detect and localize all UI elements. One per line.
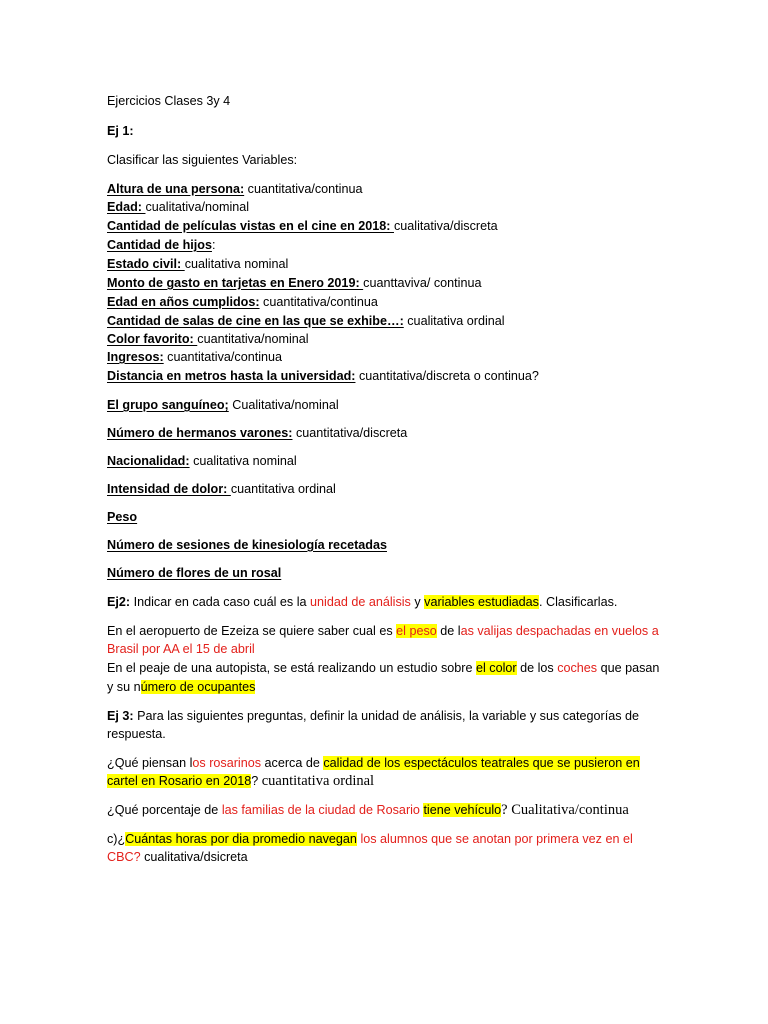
- ej3-question-1-cont: cartel en Rosario en 2018? cuantitativa ordinal: [107, 773, 375, 789]
- variable-item: Altura de una persona: cuantitativa/continua: [107, 182, 363, 196]
- document-title: Ejercicios Clases 3y 4: [107, 94, 231, 108]
- variable-item: Cantidad de películas vistas en el cine en 2018: cualitativa/discreta: [107, 219, 498, 233]
- ej2-case-1: En el aeropuerto de Ezeiza se quiere saber cual es el peso de las valijas despachadas en vuelos a: [107, 624, 659, 638]
- ej3-question-3: c)¿Cuántas horas por dia promedio navegan los alumnos que se anotan por primera vez en el: [107, 832, 633, 846]
- variable-item: Monto de gasto en tarjetas en Enero 2019: cuanttaviva/ continua: [107, 276, 482, 290]
- variable-item: Ingresos: cuantitativa/continua: [107, 350, 283, 364]
- variable-item: Color favorito: cuantitativa/nominal: [107, 332, 309, 346]
- ej3-question-2: ¿Qué porcentaje de las familias de la ciudad de Rosario tiene vehículo? Cualitativa/continua: [107, 802, 629, 818]
- ej3-question-1: ¿Qué piensan los rosarinos acerca de calidad de los espectáculos teatrales que se pusieron en: [107, 756, 640, 770]
- variable-item: Estado civil: cualitativa nominal: [107, 257, 289, 271]
- variable-item: Número de sesiones de kinesiología recetadas: [107, 538, 387, 552]
- ej1-heading: Ej 1:: [107, 124, 134, 138]
- variable-item: Peso: [107, 510, 138, 524]
- ej2-instruction: Ej2: Indicar en cada caso cuál es la unidad de análisis y variables estudiadas. Clasificarlas.: [107, 595, 618, 609]
- variable-item: Edad en años cumplidos: cuantitativa/continua: [107, 295, 378, 309]
- ej3-instruction-cont: respuesta.: [107, 727, 166, 741]
- variable-item: Intensidad de dolor: cuantitativa ordinal: [107, 482, 336, 496]
- ej1-intro: Clasificar las siguientes Variables:: [107, 153, 298, 167]
- variable-item: El grupo sanguíneo; Cualitativa/nominal: [107, 398, 339, 412]
- ej2-case-2: En el peaje de una autopista, se está realizando un estudio sobre el color de los coches que pasan: [107, 661, 660, 675]
- ej3-instruction: Ej 3: Para las siguientes preguntas, definir la unidad de análisis, la variable y sus categorías de: [107, 709, 640, 723]
- ej2-case-1-cont: Brasil por AA el 15 de abril: [107, 642, 255, 656]
- variable-item: Número de flores de un rosal: [107, 566, 282, 580]
- ej2-case-2-cont: y su número de ocupantes: [107, 680, 256, 694]
- variable-item: Número de hermanos varones: cuantitativa/discreta: [107, 426, 408, 440]
- variable-item: Cantidad de salas de cine en las que se exhibe…: cualitativa ordinal: [107, 314, 505, 328]
- ej3-question-3-cont: CBC? cualitativa/dsicreta: [107, 850, 248, 864]
- variable-item: Cantidad de hijos:: [107, 238, 216, 252]
- variable-item: Edad: cualitativa/nominal: [107, 200, 250, 214]
- variable-item: Distancia en metros hasta la universidad: cuantitativa/discreta o continua?: [107, 369, 539, 383]
- variable-item: Nacionalidad: cualitativa nominal: [107, 454, 297, 468]
